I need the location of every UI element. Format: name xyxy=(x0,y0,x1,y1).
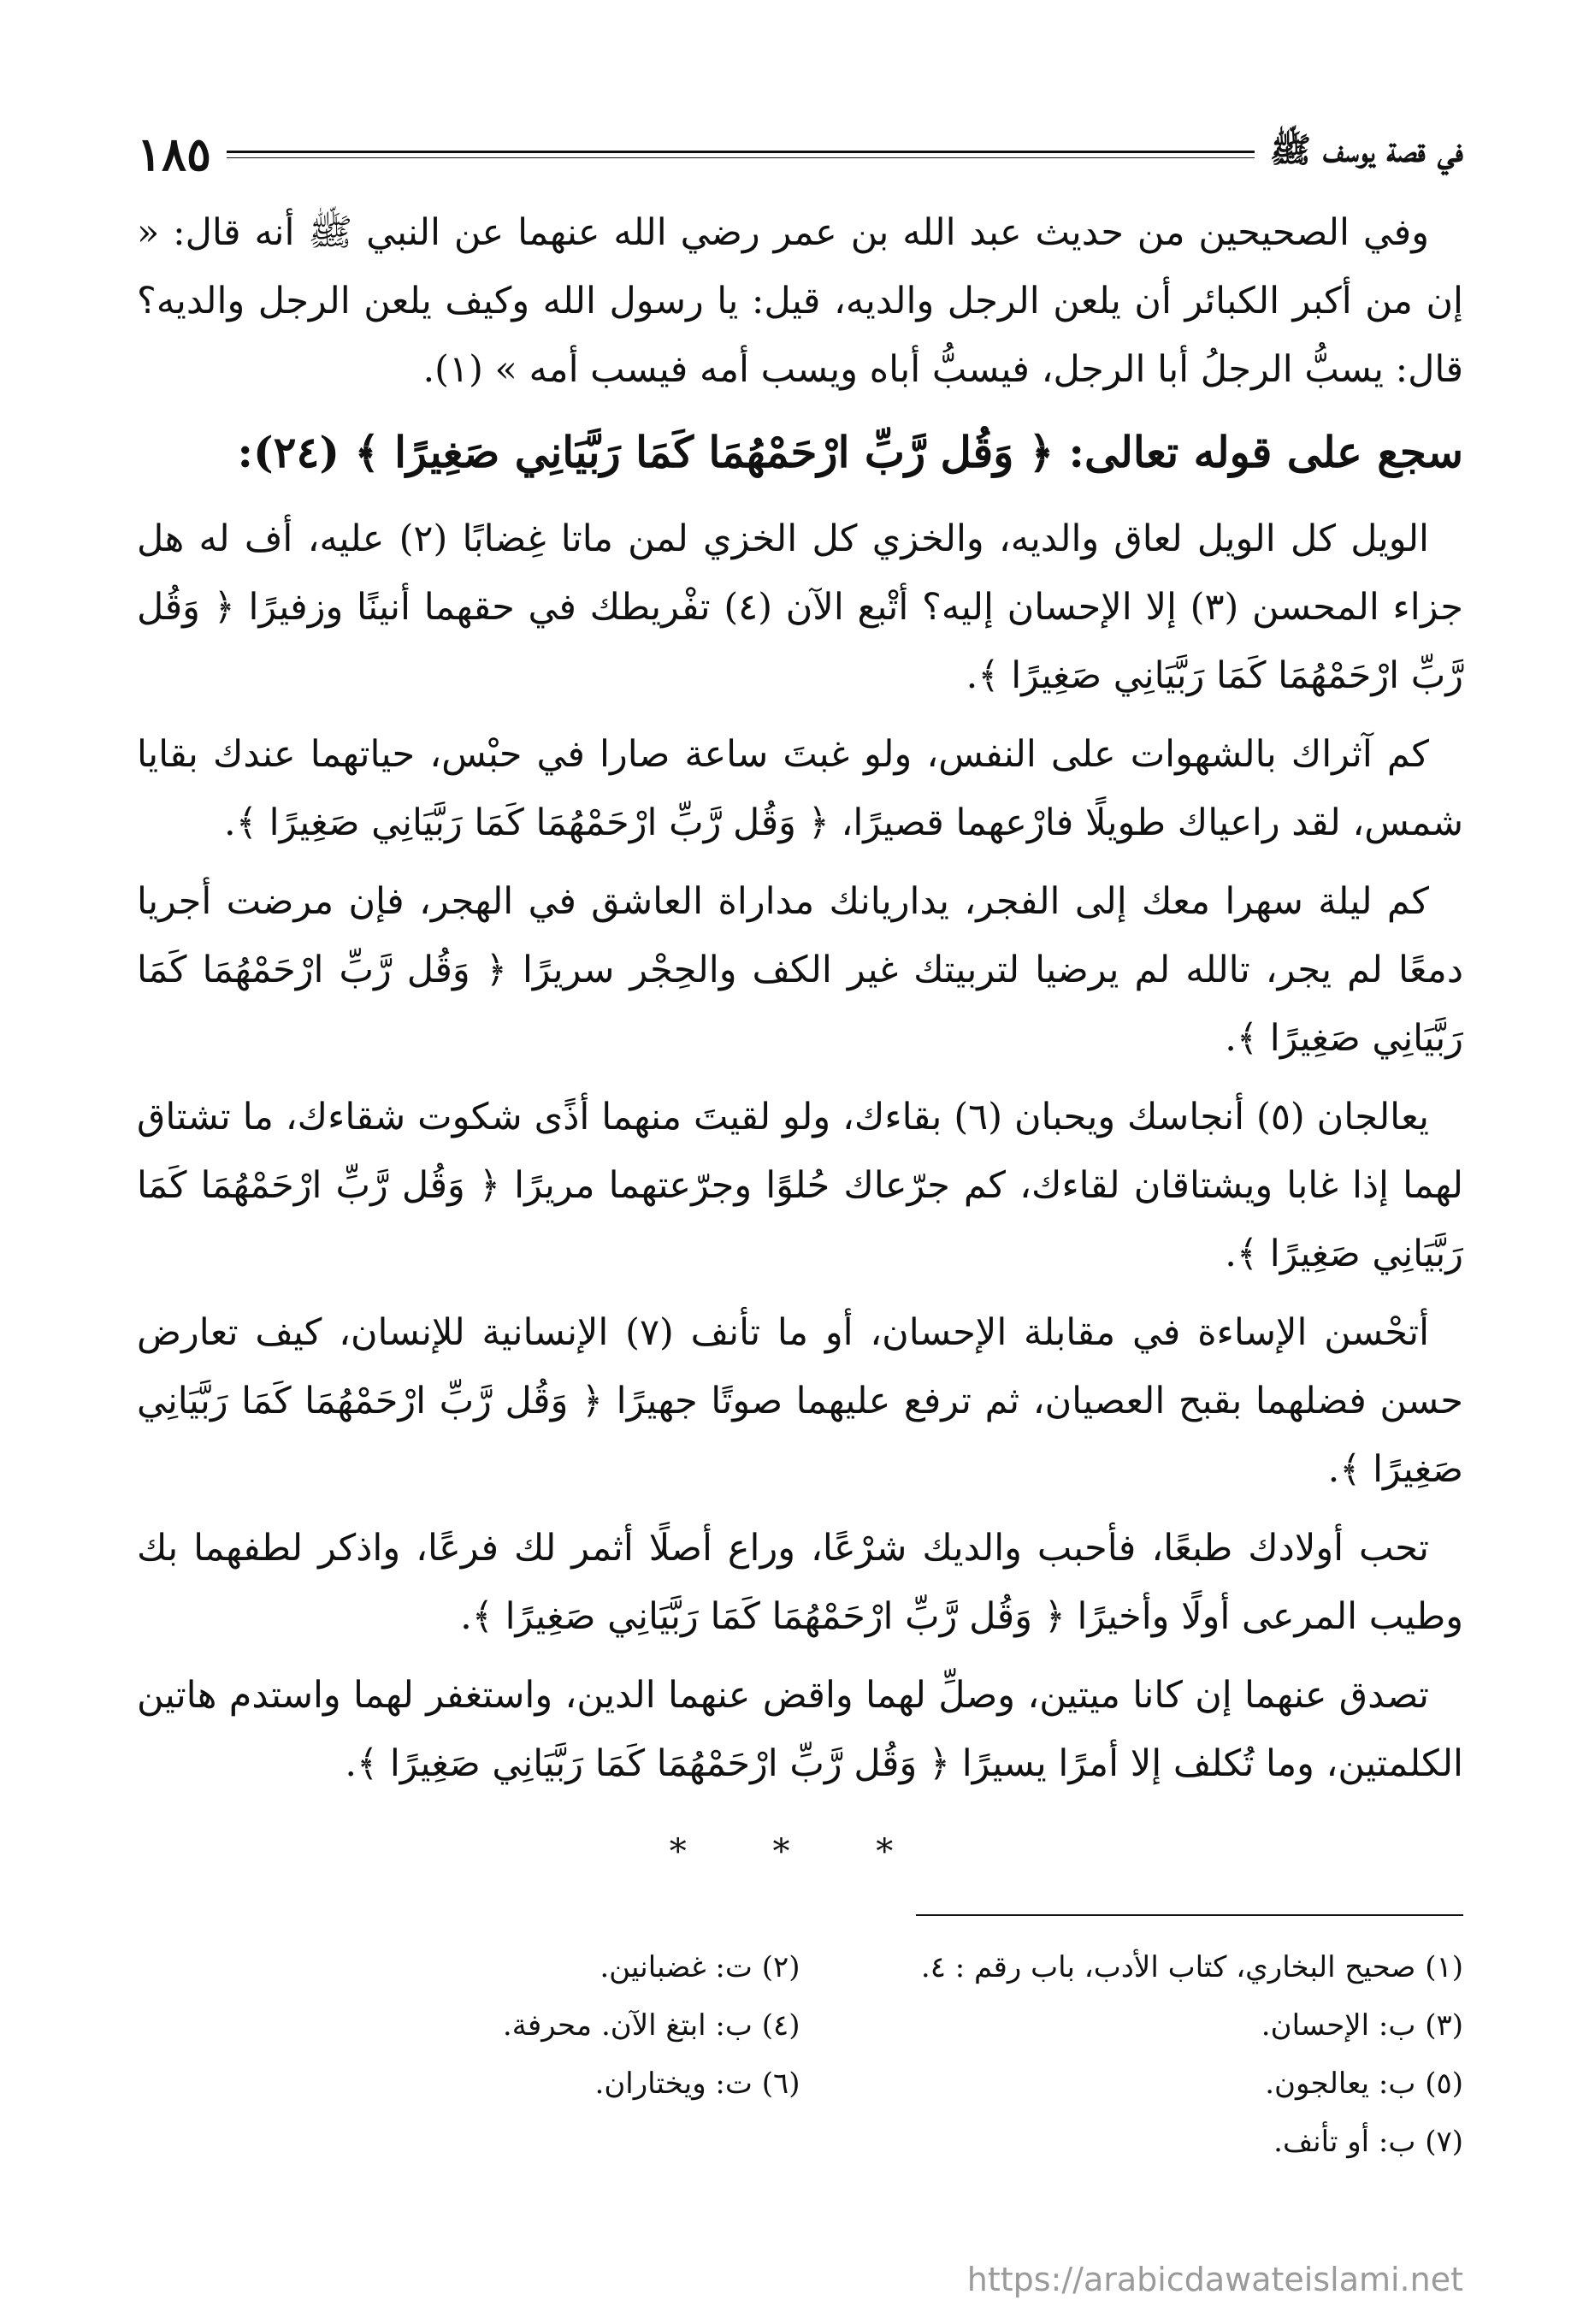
section-separator: * * * xyxy=(669,1832,931,1872)
footnote: (٤) ب: ابتغ الآن. محرفة. xyxy=(502,2008,800,2043)
paragraph: كم آثراك بالشهوات على النفس، ولو غبتَ ساعة صارا في حبْس، حياتهما عندك بقايا شمس، لقد راعياك طويلًا فارْعهما قصيرًا، ﴿ وَقُل رَّبِّ ارْحَمْهُمَا كَمَا رَبَّيَانِي صَغِيرًا ﴾. xyxy=(137,733,1463,844)
paragraph: وفي الصحيحين من حديث عبد الله بن عمر رضي الله عنهما عن النبي ﷺ أنه قال: « إن من أكبر الكبائر أن يلعن الرجل والديه، قيل: يا رسول الله وكيف يلعن الرجل والديه؟ قال: يسبُّ الرجلُ أبا الرجل، فيسبُّ أباه ويسب أمه فيسب أمه » (١). xyxy=(137,211,1463,391)
paragraph: كم ليلة سهرا معك إلى الفجر، يداريانك مداراة العاشق في الهجر، فإن مرضت أجريا دمعًا لم يجر، تالله لم يرضيا لتربيتك غير الكف والحِجْر سريرًا ﴿ وَقُل رَّبِّ ارْحَمْهُمَا كَمَا رَبَّيَانِي صَغِيرًا ﴾. xyxy=(137,880,1463,1060)
footnote-rule xyxy=(916,1914,1463,1916)
footnote: (١) صحيح البخاري، كتاب الأدب، باب رقم : ٤. xyxy=(920,1950,1463,1984)
page-header xyxy=(137,128,1463,180)
header-rule xyxy=(227,151,1255,158)
footnotes xyxy=(137,1914,1463,2171)
footnote xyxy=(137,2113,800,2171)
paragraph: يعالجان (٥) أنجاسك ويحبان (٦) بقاءك، ولو لقيتَ منهما أذًى شكوت شقاءك، ما تشتاق لهما إذا غابا ويشتاقان لقاءك، كم جرّعاك حُلوًا وجرّعتهما مريرًا ﴿ وَقُل رَّبِّ ارْحَمْهُمَا كَمَا رَبَّيَانِي صَغِيرًا ﴾. xyxy=(137,1096,1463,1275)
running-title: في قصة يوسف ﷺ xyxy=(1269,130,1463,170)
paragraph: تصدق عنهما إن كانا ميتين، وصلِّ لهما واقض عنهما الدين، واستغفر لهما واستدم هاتين الكلمتين، وما تُكلف إلا أمرًا يسيرًا ﴿ وَقُل رَّبِّ ارْحَمْهُمَا كَمَا رَبَّيَانِي صَغِيرًا ﴾. xyxy=(137,1674,1463,1785)
footnote-row xyxy=(137,2055,1463,2113)
section-heading: سجع على قوله تعالى: ﴿ وَقُل رَّبِّ ارْحَمْهُمَا كَمَا رَبَّيَانِي صَغِيرًا ﴾ (٢٤): xyxy=(237,427,1463,477)
watermark-url: https://arabicdawateislami.net xyxy=(966,2261,1463,2298)
footnote-row xyxy=(137,1996,1463,2055)
footnote: (٣) ب: الإحسان. xyxy=(1261,2008,1463,2043)
paragraph: أتحْسن الإساءة في مقابلة الإحسان، أو ما تأنف (٧) الإنسانية للإنسان، كيف تعارض حسن فضلهما بقبح العصيان، ثم ترفع عليهما صوتًا جهيرًا ﴿ وَقُل رَّبِّ ارْحَمْهُمَا كَمَا رَبَّيَانِي صَغِيرًا ﴾. xyxy=(137,1311,1463,1491)
page-number: ١٨٥ xyxy=(137,127,212,181)
paragraph: تحب أولادك طبعًا، فأحبب والديك شرْعًا، وراع أصلًا أثمر لك فرعًا، واذكر لطفهما بك وطيب المرعى أولًا وأخيرًا ﴿ وَقُل رَّبِّ ارْحَمْهُمَا كَمَا رَبَّيَانِي صَغِيرًا ﴾. xyxy=(137,1527,1463,1638)
footnote: (٧) ب: أو تأنف. xyxy=(1273,2125,1463,2159)
body-text xyxy=(137,198,1463,1798)
footnote: (٢) ت: غضبانين. xyxy=(600,1950,800,1984)
footnote: (٦) ت: ويختاران. xyxy=(594,2067,800,2101)
footnote: (٥) ب: يعالجون. xyxy=(1265,2067,1463,2101)
paragraph: الويل كل الويل لعاق والديه، والخزي كل الخزي لمن ماتا غِضابًا (٢) عليه، أف له هل جزاء المحسن (٣) إلا الإحسان إليه؟ أتْبع الآن (٤) تفْريطك في حقهما أنينًا وزفيرًا ﴿ وَقُل رَّبِّ ارْحَمْهُمَا كَمَا رَبَّيَانِي صَغِيرًا ﴾. xyxy=(137,517,1464,697)
footnote-row xyxy=(137,1938,1463,1996)
footnote-row xyxy=(137,2113,1463,2171)
